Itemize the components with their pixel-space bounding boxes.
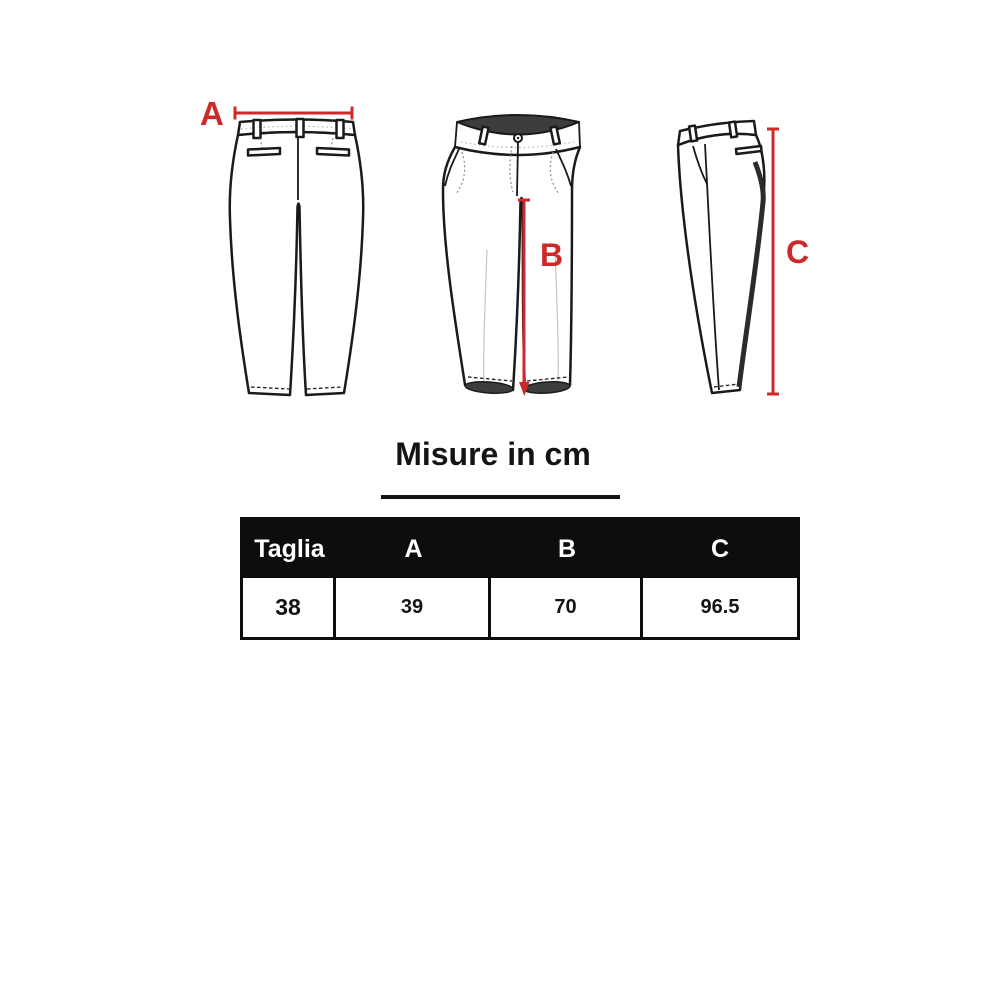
dark-hems <box>465 380 571 394</box>
size-table-data-row <box>243 578 797 637</box>
size-table <box>240 517 800 640</box>
title-underline-divider <box>381 495 620 499</box>
size-chart-title: Misure in cm <box>395 436 591 472</box>
measure-label-a: A <box>200 95 224 132</box>
waistband-inner-shadow <box>457 115 579 135</box>
measure-label-c: C <box>786 234 810 270</box>
size-table-cell-taglia: 38 <box>243 578 336 637</box>
measure-a-dimension-line <box>235 107 352 120</box>
pants-side-body <box>678 134 764 393</box>
pants-front-view-drawing <box>435 100 610 405</box>
size-table-header-row <box>243 520 797 578</box>
size-table-cell-a: 39 <box>336 578 491 637</box>
size-table-header-b: B <box>557 534 577 563</box>
size-table-header-taglia: Taglia <box>254 534 325 563</box>
measure-c-dimension-line <box>767 129 779 394</box>
measure-label-b: B <box>540 237 564 273</box>
pants-back-view-drawing <box>180 95 390 410</box>
size-table-header-c: C <box>710 534 730 563</box>
pants-back-body <box>230 132 363 395</box>
pants-side-view-drawing <box>660 110 785 405</box>
size-table-header-a: A <box>404 534 423 563</box>
size-table-cell-b: 70 <box>491 578 643 637</box>
size-table-cell-c: 96.5 <box>700 596 740 618</box>
waistband-button <box>514 134 522 142</box>
